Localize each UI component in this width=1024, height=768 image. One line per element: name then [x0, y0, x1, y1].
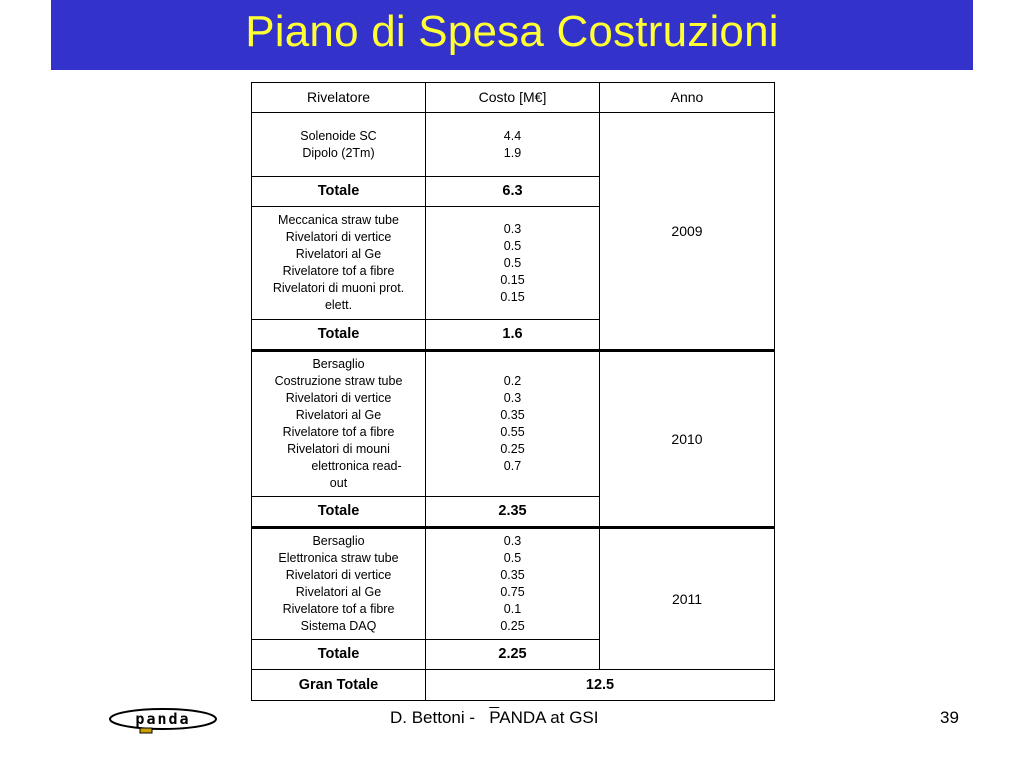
year-cell: 2009 — [600, 113, 775, 351]
cost-value: 0.55 — [500, 425, 525, 439]
items-cell — [252, 113, 426, 177]
project-initial: $\overline{P}$ — [489, 708, 500, 727]
cost-value: 0.25 — [500, 619, 525, 633]
table-row — [252, 351, 775, 497]
item-label: Rivelatori di vertice — [285, 568, 392, 582]
footer-author — [390, 708, 598, 728]
item-label: out — [329, 476, 348, 490]
item-label: Rivelatori al Ge — [295, 585, 382, 599]
item-label: Bersaglio — [312, 357, 365, 371]
total-value: 6.3 — [426, 177, 600, 207]
panda-logo — [108, 707, 218, 737]
grand-total-label: Gran Totale — [252, 670, 426, 701]
table-header-row — [252, 83, 775, 113]
total-value: 2.35 — [426, 497, 600, 528]
cost-value: 0.7 — [503, 459, 522, 473]
item-label: Dipolo (2Tm) — [302, 145, 375, 160]
item-label: Rivelatore tof a fibre — [282, 602, 395, 616]
item-label: Rivelatori di vertice — [285, 391, 392, 405]
item-label: Costruzione straw tube — [274, 374, 403, 388]
page-number: 39 — [940, 708, 959, 727]
item-label: elettronica read- — [311, 459, 402, 473]
cost-value: 0.5 — [503, 551, 522, 565]
header-rivelatore: Rivelatore — [252, 83, 426, 113]
cost-value: 0.35 — [500, 568, 525, 582]
costs-cell — [426, 113, 600, 177]
grand-total-row — [252, 670, 775, 701]
cost-value: 4.4 — [503, 128, 522, 143]
cost-value: 0.3 — [503, 391, 522, 405]
items-cell — [252, 207, 426, 320]
item-label: Rivelatore tof a fibre — [282, 264, 395, 278]
total-label: Totale — [252, 640, 426, 670]
item-label: Solenoide SC — [300, 128, 377, 143]
item-label: Meccanica straw tube — [278, 213, 399, 227]
year-cell: 2011 — [600, 528, 775, 670]
total-value: 2.25 — [426, 640, 600, 670]
item-label: Rivelatori al Ge — [295, 247, 382, 261]
items-cell — [252, 351, 426, 497]
item-label: Rivelatori al Ge — [295, 408, 382, 422]
cost-value: 1.9 — [503, 145, 522, 160]
project-name-rest: ANDA at GSI — [499, 708, 599, 727]
item-label: elett. — [324, 298, 353, 312]
total-label: Totale — [252, 320, 426, 351]
cost-value: 0.3 — [503, 534, 522, 548]
total-label: Totale — [252, 497, 426, 528]
cost-value: 0.75 — [500, 585, 525, 599]
cost-value: 0.1 — [503, 602, 522, 616]
cost-value: 0.25 — [500, 442, 525, 456]
cost-value: 0.35 — [500, 408, 525, 422]
item-label: Rivelatori di muoni prot. — [272, 281, 405, 295]
slide-title: Piano di Spesa Costruzioni — [245, 7, 779, 56]
budget-table — [251, 82, 775, 701]
cost-value: 0.2 — [503, 374, 522, 388]
item-label: Elettronica straw tube — [278, 551, 399, 565]
item-label: Rivelatori di vertice — [285, 230, 392, 244]
costs-cell — [426, 207, 600, 320]
total-value: 1.6 — [426, 320, 600, 351]
cost-value: 0.5 — [503, 238, 522, 253]
item-label: Rivelatore tof a fibre — [282, 425, 395, 439]
header-anno: Anno — [600, 83, 775, 113]
item-label: Rivelatori di mouni — [287, 442, 390, 456]
panda-logo-text: panda — [135, 710, 191, 728]
author-prefix: D. Bettoni - — [390, 708, 490, 727]
cost-value: 0.15 — [500, 272, 525, 287]
table-row — [252, 113, 775, 177]
items-cell — [252, 528, 426, 640]
costs-cell — [426, 351, 600, 497]
cost-value: 0.15 — [500, 289, 525, 304]
table-row — [252, 528, 775, 640]
costs-cell — [426, 528, 600, 640]
title-bar — [51, 0, 973, 70]
grand-total-value: 12.5 — [426, 670, 775, 701]
cost-value: 0.3 — [503, 221, 522, 236]
year-cell: 2010 — [600, 351, 775, 528]
item-label: Sistema DAQ — [300, 619, 377, 633]
header-costo: Costo [M€] — [426, 83, 600, 113]
total-label: Totale — [252, 177, 426, 207]
item-label: Bersaglio — [312, 534, 365, 548]
cost-value: 0.5 — [503, 255, 522, 270]
